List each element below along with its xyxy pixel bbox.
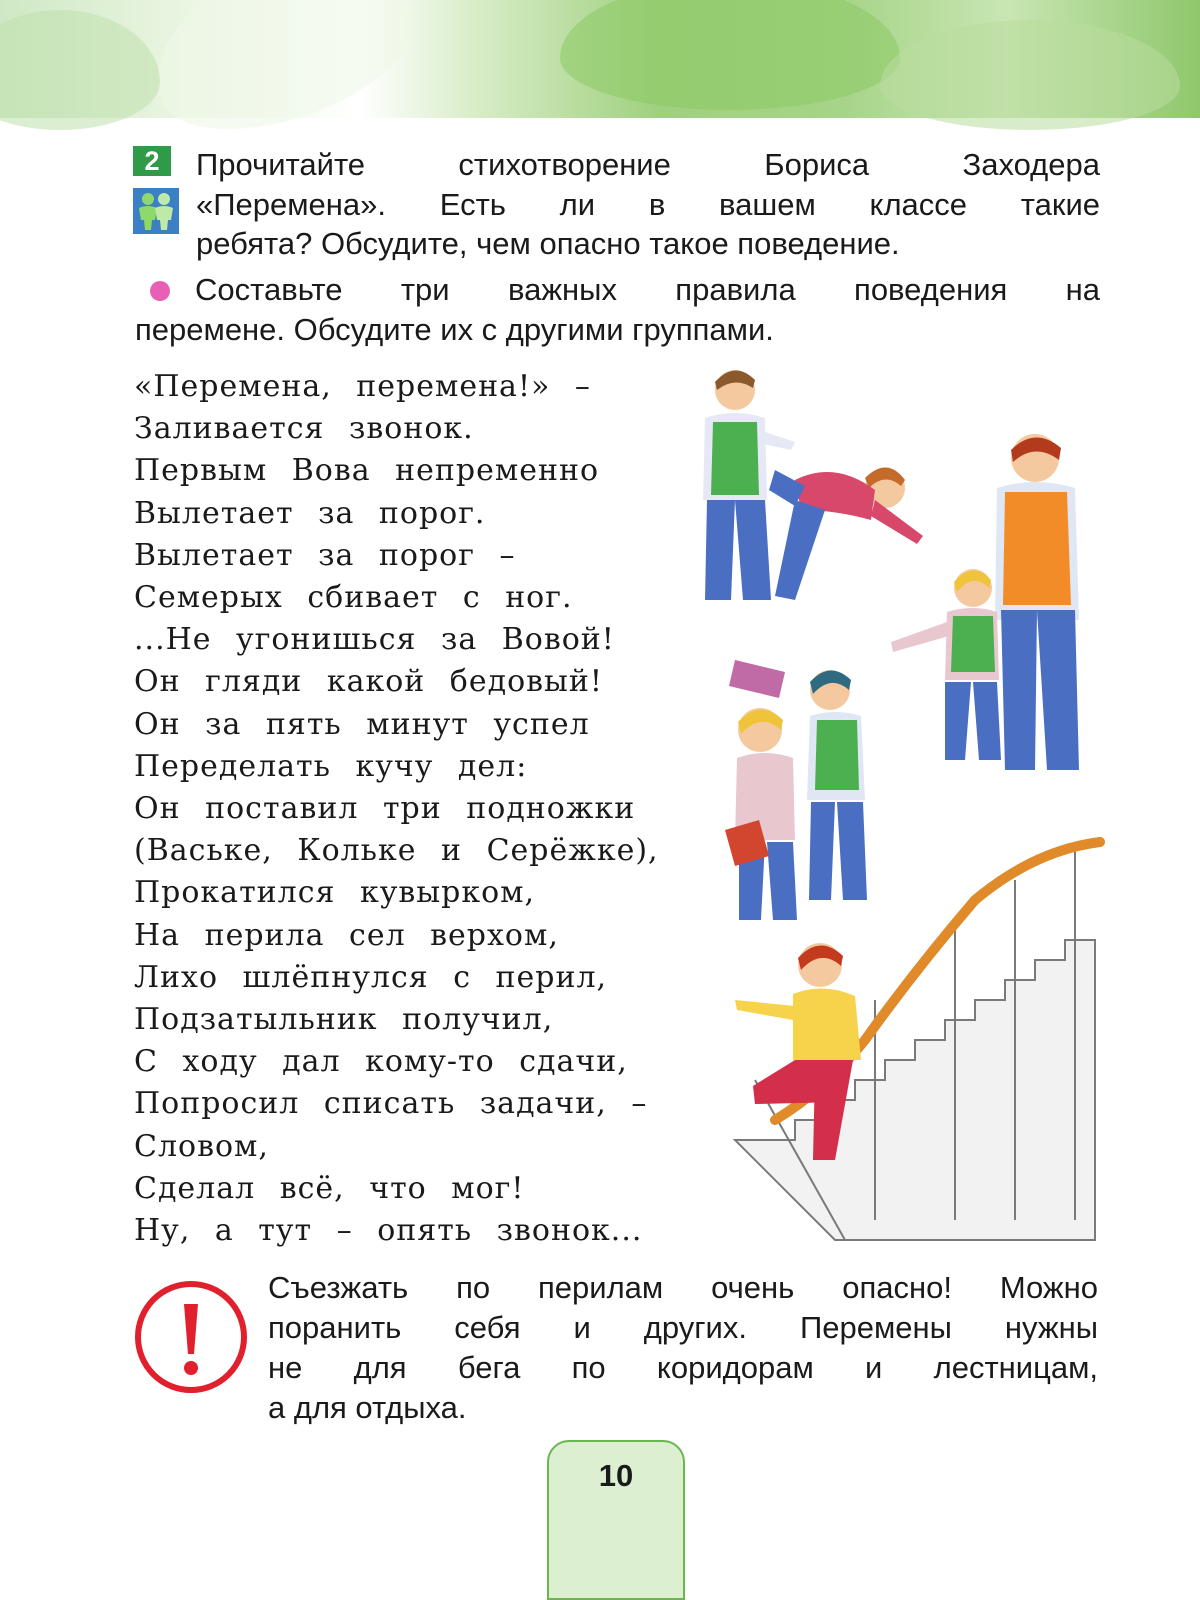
warning-line: не для бега по коридорам и лестницам, [268,1350,1098,1385]
task-bullet-line: перемене. Обсудите их с другими группами. [135,311,774,347]
poem-line: Он поставил три подножки [134,791,636,827]
poem-line: (Ваське, Кольке и Серёжке), [134,833,659,869]
task-instruction [196,145,1100,264]
poem-line: На перила сел верхом, [134,917,559,953]
poem-line: Вылетает за порог. [134,495,486,531]
task-number-badge: 2 [133,146,171,176]
warning-line: поранить себя и других. Перемены нужны [268,1310,1098,1345]
task-bullet-instruction [135,270,1100,349]
warning-line: а для отдыха. [268,1390,467,1425]
poem-line: Он за пять минут успел [134,706,590,742]
tripping-boy-icon [769,467,923,600]
header-banner [0,0,1200,118]
boys-with-bag-icon [725,660,867,920]
poem-line: Семерых сбивает с ног. [134,580,573,616]
poem-line: Словом, [134,1128,269,1164]
poem-line: Подзатыльник получил, [134,1002,554,1038]
warning-text [268,1268,1098,1428]
poem [134,366,699,1252]
poem-line: Вылетает за порог – [134,537,516,573]
poem-line: Сделал всё, что мог! [134,1170,525,1206]
task-bullet-line: Составьте три важных правила поведения на [195,272,1100,307]
small-boy-icon [891,569,1001,760]
boys-in-corridor-illustration [675,360,1105,1260]
poem-line: Попросил списать задачи, – [134,1086,648,1122]
poem-line: «Перемена, перемена!» – [134,369,591,404]
tall-boy-icon [995,434,1079,770]
poem-line: Первым Вова непременно [134,453,600,489]
exclamation-warning-icon [132,1278,250,1396]
pair-work-icon [133,188,179,234]
warning-line: Съезжать по перилам очень опасно! Можно [268,1270,1098,1305]
poem-line: ...Не угонишься за Вовой! [134,622,615,658]
task-line: ребята? Обсудите, чем опасно такое поведение. [196,226,900,261]
page-number: 10 [598,1458,634,1493]
poem-line: Переделать кучу дел: [134,748,528,784]
task-line: «Перемена». Есть ли в вашем классе такие [196,186,1100,222]
poem-line: Он гляди какой бедовый! [134,664,603,700]
poem-line: Прокатился кувырком, [134,875,536,911]
page-number-tab [547,1440,685,1600]
poem-line: Лихо шлёпнулся с перил, [134,959,608,995]
task-line: Прочитайте стихотворение Бориса Заходера [196,147,1100,182]
poem-line: Заливается звонок. [134,411,474,447]
poem-line: С ходу дал кому-то сдачи, [134,1044,628,1080]
poem-line: Ну, а тут – опять звонок... [134,1213,643,1249]
